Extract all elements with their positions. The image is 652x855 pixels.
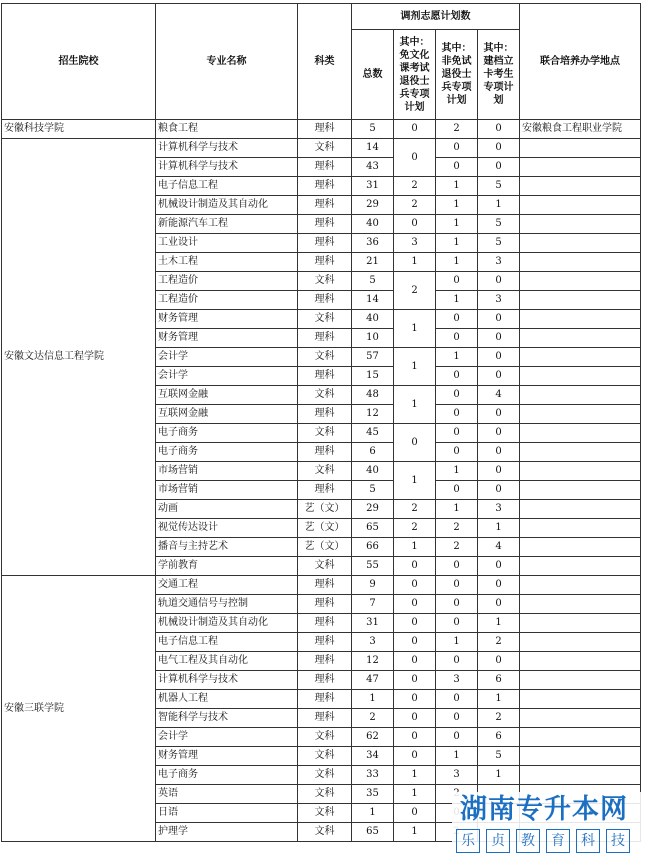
- total-cell: 40: [352, 462, 394, 481]
- sub2-cell: 0: [436, 481, 478, 500]
- watermark-char: 贞: [486, 829, 510, 853]
- total-cell: 34: [352, 747, 394, 766]
- sub2-cell: 0: [436, 386, 478, 405]
- sub3-cell: 2: [478, 633, 520, 652]
- location-cell: [520, 139, 641, 158]
- table-row: [2, 120, 641, 139]
- sub3-cell: 4: [478, 538, 520, 557]
- major-cell: 电子商务: [156, 424, 298, 443]
- sub3-cell: 3: [478, 253, 520, 272]
- location-cell: [520, 177, 641, 196]
- location-cell: [520, 196, 641, 215]
- major-cell: 会计学: [156, 348, 298, 367]
- total-cell: 5: [352, 120, 394, 139]
- major-cell: 机器人工程: [156, 690, 298, 709]
- major-cell: 机械设计制造及其自动化: [156, 614, 298, 633]
- sub3-cell: 0: [478, 481, 520, 500]
- sub3-cell: 0: [478, 424, 520, 443]
- table-header: [2, 4, 641, 120]
- major-cell: 互联网金融: [156, 386, 298, 405]
- sub1-cell: 0: [394, 671, 436, 690]
- sub1-cell: 2: [394, 272, 436, 310]
- major-cell: 电气工程及其自动化: [156, 652, 298, 671]
- sub2-cell: 1: [436, 747, 478, 766]
- sub2-cell: 0: [436, 424, 478, 443]
- location-cell: [520, 253, 641, 272]
- watermark: [452, 792, 648, 854]
- total-cell: 10: [352, 329, 394, 348]
- location-cell: [520, 443, 641, 462]
- sub1-cell: 0: [394, 215, 436, 234]
- major-cell: 轨道交通信号与控制: [156, 595, 298, 614]
- sub2-cell: 0: [436, 728, 478, 747]
- total-cell: 40: [352, 215, 394, 234]
- sub1-cell: 2: [394, 500, 436, 519]
- category-cell: 理科: [298, 690, 352, 709]
- major-cell: 会计学: [156, 367, 298, 386]
- sub2-cell: 1: [436, 234, 478, 253]
- sub3-cell: 0: [478, 310, 520, 329]
- location-cell: [520, 652, 641, 671]
- location-cell: [520, 329, 641, 348]
- header-sub1: 其中：免文化课考试退役士兵专项计划: [394, 30, 436, 120]
- location-cell: [520, 690, 641, 709]
- sub2-cell: 0: [436, 652, 478, 671]
- sub1-cell: 0: [394, 557, 436, 576]
- total-cell: 29: [352, 196, 394, 215]
- total-cell: 35: [352, 785, 394, 804]
- category-cell: 文科: [298, 557, 352, 576]
- total-cell: 5: [352, 481, 394, 500]
- sub3-cell: 0: [478, 139, 520, 158]
- sub2-cell: 0: [436, 443, 478, 462]
- category-cell: 艺（文）: [298, 538, 352, 557]
- category-cell: 文科: [298, 823, 352, 842]
- major-cell: 财务管理: [156, 310, 298, 329]
- category-cell: 理科: [298, 367, 352, 386]
- sub3-cell: 5: [478, 215, 520, 234]
- major-cell: 市场营销: [156, 462, 298, 481]
- sub1-cell: 1: [394, 785, 436, 804]
- table-row: [2, 576, 641, 595]
- total-cell: 66: [352, 538, 394, 557]
- major-cell: 工业设计: [156, 234, 298, 253]
- sub1-cell: 0: [394, 576, 436, 595]
- category-cell: 文科: [298, 766, 352, 785]
- sub3-cell: 0: [478, 348, 520, 367]
- category-cell: 文科: [298, 139, 352, 158]
- location-cell: [520, 671, 641, 690]
- location-cell: [520, 462, 641, 481]
- major-cell: 机械设计制造及其自动化: [156, 196, 298, 215]
- major-cell: 计算机科学与技术: [156, 671, 298, 690]
- sub1-cell: 0: [394, 424, 436, 462]
- sub2-cell: 3: [436, 671, 478, 690]
- sub2-cell: 1: [436, 462, 478, 481]
- sub1-cell: 1: [394, 310, 436, 348]
- sub1-cell: 1: [394, 462, 436, 500]
- sub3-cell: 0: [478, 405, 520, 424]
- watermark-char: 科: [576, 829, 600, 853]
- total-cell: 14: [352, 139, 394, 158]
- header-plan-group: 调剂志愿计划数: [352, 4, 520, 30]
- sub1-cell: 0: [394, 614, 436, 633]
- sub2-cell: 1: [436, 196, 478, 215]
- category-cell: 理科: [298, 576, 352, 595]
- sub2-cell: 0: [436, 690, 478, 709]
- sub2-cell: 0: [436, 139, 478, 158]
- sub1-cell: 2: [394, 177, 436, 196]
- major-cell: 智能科学与技术: [156, 709, 298, 728]
- school-name-cell: 安徽文达信息工程学院: [2, 139, 156, 576]
- total-cell: 43: [352, 158, 394, 177]
- major-cell: 会计学: [156, 728, 298, 747]
- total-cell: 3: [352, 633, 394, 652]
- sub2-cell: 1: [436, 291, 478, 310]
- sub1-cell: 0: [394, 652, 436, 671]
- category-cell: 理科: [298, 215, 352, 234]
- category-cell: 文科: [298, 386, 352, 405]
- total-cell: 9: [352, 576, 394, 595]
- sub2-cell: 0: [436, 595, 478, 614]
- location-cell: [520, 424, 641, 443]
- major-cell: 粮食工程: [156, 120, 298, 139]
- header-sub2: 其中：非免试退役士兵专项计划: [436, 30, 478, 120]
- location-cell: [520, 291, 641, 310]
- category-cell: 理科: [298, 652, 352, 671]
- sub3-cell: 3: [478, 500, 520, 519]
- total-cell: 15: [352, 367, 394, 386]
- total-cell: 14: [352, 291, 394, 310]
- total-cell: 65: [352, 519, 394, 538]
- sub3-cell: 2: [478, 709, 520, 728]
- category-cell: 理科: [298, 253, 352, 272]
- watermark-char: 教: [516, 829, 540, 853]
- total-cell: 5: [352, 272, 394, 291]
- major-cell: 财务管理: [156, 329, 298, 348]
- major-cell: 播音与主持艺术: [156, 538, 298, 557]
- category-cell: 理科: [298, 671, 352, 690]
- location-cell: [520, 614, 641, 633]
- location-cell: [520, 728, 641, 747]
- total-cell: 48: [352, 386, 394, 405]
- category-cell: 理科: [298, 595, 352, 614]
- sub1-cell: 0: [394, 728, 436, 747]
- major-cell: 电子信息工程: [156, 177, 298, 196]
- sub3-cell: 6: [478, 728, 520, 747]
- major-cell: 工程造价: [156, 272, 298, 291]
- sub1-cell: 2: [394, 519, 436, 538]
- category-cell: 理科: [298, 329, 352, 348]
- total-cell: 7: [352, 595, 394, 614]
- sub3-cell: 1: [478, 196, 520, 215]
- sub3-cell: 0: [478, 272, 520, 291]
- category-cell: 理科: [298, 614, 352, 633]
- total-cell: 65: [352, 823, 394, 842]
- location-cell: [520, 158, 641, 177]
- sub2-cell: 1: [436, 215, 478, 234]
- category-cell: 理科: [298, 196, 352, 215]
- category-cell: 艺（文）: [298, 500, 352, 519]
- location-cell: [520, 576, 641, 595]
- sub1-cell: 1: [394, 348, 436, 386]
- category-cell: 文科: [298, 804, 352, 823]
- sub2-cell: 0: [436, 576, 478, 595]
- category-cell: 理科: [298, 177, 352, 196]
- sub2-cell: 2: [436, 538, 478, 557]
- location-cell: [520, 519, 641, 538]
- sub1-cell: 2: [394, 196, 436, 215]
- sub3-cell: 0: [478, 595, 520, 614]
- sub2-cell: 2: [436, 519, 478, 538]
- major-cell: 市场营销: [156, 481, 298, 500]
- sub1-cell: 0: [394, 139, 436, 177]
- sub3-cell: 4: [478, 386, 520, 405]
- sub1-cell: 1: [394, 766, 436, 785]
- watermark-title: 湖南专升本网: [460, 794, 628, 825]
- total-cell: 29: [352, 500, 394, 519]
- table-row: [2, 139, 641, 158]
- major-cell: 电子信息工程: [156, 633, 298, 652]
- sub3-cell: 5: [478, 177, 520, 196]
- major-cell: 计算机科学与技术: [156, 139, 298, 158]
- sub3-cell: 5: [478, 234, 520, 253]
- header-major: 专业名称: [156, 4, 298, 120]
- category-cell: 文科: [298, 310, 352, 329]
- category-cell: 理科: [298, 158, 352, 177]
- sub1-cell: 0: [394, 690, 436, 709]
- major-cell: 计算机科学与技术: [156, 158, 298, 177]
- sub3-cell: 0: [478, 462, 520, 481]
- enrollment-plan-table: [1, 3, 641, 842]
- sub3-cell: 0: [478, 120, 520, 139]
- sub3-cell: 0: [478, 367, 520, 386]
- sub3-cell: 0: [478, 443, 520, 462]
- sub1-cell: 1: [394, 823, 436, 842]
- school-name-cell: 安徽科技学院: [2, 120, 156, 139]
- location-cell: [520, 557, 641, 576]
- sub3-cell: 0: [478, 557, 520, 576]
- category-cell: 文科: [298, 462, 352, 481]
- category-cell: 文科: [298, 728, 352, 747]
- location-cell: [520, 272, 641, 291]
- total-cell: 55: [352, 557, 394, 576]
- total-cell: 62: [352, 728, 394, 747]
- location-cell: [520, 633, 641, 652]
- total-cell: 33: [352, 766, 394, 785]
- watermark-char: 育: [546, 829, 570, 853]
- sub3-cell: 5: [478, 747, 520, 766]
- sub3-cell: 0: [478, 652, 520, 671]
- total-cell: 12: [352, 405, 394, 424]
- sub2-cell: 0: [436, 405, 478, 424]
- category-cell: 理科: [298, 443, 352, 462]
- sub1-cell: 0: [394, 804, 436, 823]
- sub3-cell: 0: [478, 576, 520, 595]
- major-cell: 互联网金融: [156, 405, 298, 424]
- major-cell: 护理学: [156, 823, 298, 842]
- total-cell: 31: [352, 614, 394, 633]
- category-cell: 理科: [298, 291, 352, 310]
- location-cell: [520, 405, 641, 424]
- location-cell: [520, 348, 641, 367]
- sub2-cell: 0: [436, 614, 478, 633]
- category-cell: 文科: [298, 272, 352, 291]
- location-cell: [520, 367, 641, 386]
- sub3-cell: 3: [478, 291, 520, 310]
- location-cell: [520, 747, 641, 766]
- total-cell: 31: [352, 177, 394, 196]
- header-school: 招生院校: [2, 4, 156, 120]
- location-cell: 安徽粮食工程职业学院: [520, 120, 641, 139]
- major-cell: 视觉传达设计: [156, 519, 298, 538]
- watermark-subtitle: [456, 829, 630, 853]
- category-cell: 文科: [298, 785, 352, 804]
- total-cell: 21: [352, 253, 394, 272]
- location-cell: [520, 538, 641, 557]
- sub1-cell: 1: [394, 386, 436, 424]
- sub2-cell: 1: [436, 633, 478, 652]
- total-cell: 2: [352, 709, 394, 728]
- location-cell: [520, 709, 641, 728]
- category-cell: 理科: [298, 633, 352, 652]
- location-cell: [520, 595, 641, 614]
- major-cell: 新能源汽车工程: [156, 215, 298, 234]
- location-cell: [520, 215, 641, 234]
- total-cell: 45: [352, 424, 394, 443]
- category-cell: 文科: [298, 348, 352, 367]
- header-location: 联合培养办学地点: [520, 4, 641, 120]
- sub3-cell: 1: [478, 614, 520, 633]
- sub2-cell: 1: [436, 500, 478, 519]
- total-cell: 40: [352, 310, 394, 329]
- header-category: 科类: [298, 4, 352, 120]
- sub2-cell: 0: [436, 310, 478, 329]
- location-cell: [520, 310, 641, 329]
- sub2-cell: 3: [436, 766, 478, 785]
- sub3-cell: 1: [478, 766, 520, 785]
- total-cell: 6: [352, 443, 394, 462]
- total-cell: 47: [352, 671, 394, 690]
- header-sub3: 其中：建档立卡考生专项计划: [478, 30, 520, 120]
- total-cell: 57: [352, 348, 394, 367]
- sub3-cell: 6: [478, 671, 520, 690]
- category-cell: 理科: [298, 481, 352, 500]
- total-cell: 1: [352, 804, 394, 823]
- sub3-cell: 1: [478, 519, 520, 538]
- major-cell: 学前教育: [156, 557, 298, 576]
- sub2-cell: 0: [436, 709, 478, 728]
- category-cell: 理科: [298, 709, 352, 728]
- total-cell: 36: [352, 234, 394, 253]
- sub1-cell: 1: [394, 538, 436, 557]
- major-cell: 动画: [156, 500, 298, 519]
- major-cell: 英语: [156, 785, 298, 804]
- category-cell: 文科: [298, 747, 352, 766]
- sub1-cell: 0: [394, 709, 436, 728]
- major-cell: 电子商务: [156, 443, 298, 462]
- category-cell: 理科: [298, 234, 352, 253]
- sub2-cell: 0: [436, 367, 478, 386]
- location-cell: [520, 234, 641, 253]
- sub3-cell: 0: [478, 329, 520, 348]
- sub1-cell: 0: [394, 595, 436, 614]
- location-cell: [520, 766, 641, 785]
- category-cell: 理科: [298, 405, 352, 424]
- sub2-cell: 0: [436, 329, 478, 348]
- category-cell: 艺（文）: [298, 519, 352, 538]
- sub2-cell: 2: [436, 120, 478, 139]
- location-cell: [520, 500, 641, 519]
- sub2-cell: 1: [436, 253, 478, 272]
- sub1-cell: 0: [394, 633, 436, 652]
- location-cell: [520, 481, 641, 500]
- major-cell: 日语: [156, 804, 298, 823]
- major-cell: 交通工程: [156, 576, 298, 595]
- sub2-cell: 1: [436, 177, 478, 196]
- sub1-cell: 1: [394, 253, 436, 272]
- watermark-char: 乐: [456, 829, 480, 853]
- sub1-cell: 0: [394, 120, 436, 139]
- sub2-cell: 0: [436, 158, 478, 177]
- header-total: 总数: [352, 30, 394, 120]
- major-cell: 电子商务: [156, 766, 298, 785]
- major-cell: 土木工程: [156, 253, 298, 272]
- major-cell: 工程造价: [156, 291, 298, 310]
- total-cell: 1: [352, 690, 394, 709]
- sub3-cell: 1: [478, 690, 520, 709]
- sub2-cell: 0: [436, 557, 478, 576]
- category-cell: 文科: [298, 424, 352, 443]
- sub2-cell: 1: [436, 348, 478, 367]
- category-cell: 理科: [298, 120, 352, 139]
- total-cell: 12: [352, 652, 394, 671]
- school-name-cell: 安徽三联学院: [2, 576, 156, 842]
- table-body: [2, 120, 641, 842]
- watermark-char: 技: [606, 829, 630, 853]
- sub3-cell: 0: [478, 158, 520, 177]
- sub1-cell: 0: [394, 747, 436, 766]
- major-cell: 财务管理: [156, 747, 298, 766]
- location-cell: [520, 386, 641, 405]
- sub1-cell: 3: [394, 234, 436, 253]
- sub2-cell: 0: [436, 272, 478, 291]
